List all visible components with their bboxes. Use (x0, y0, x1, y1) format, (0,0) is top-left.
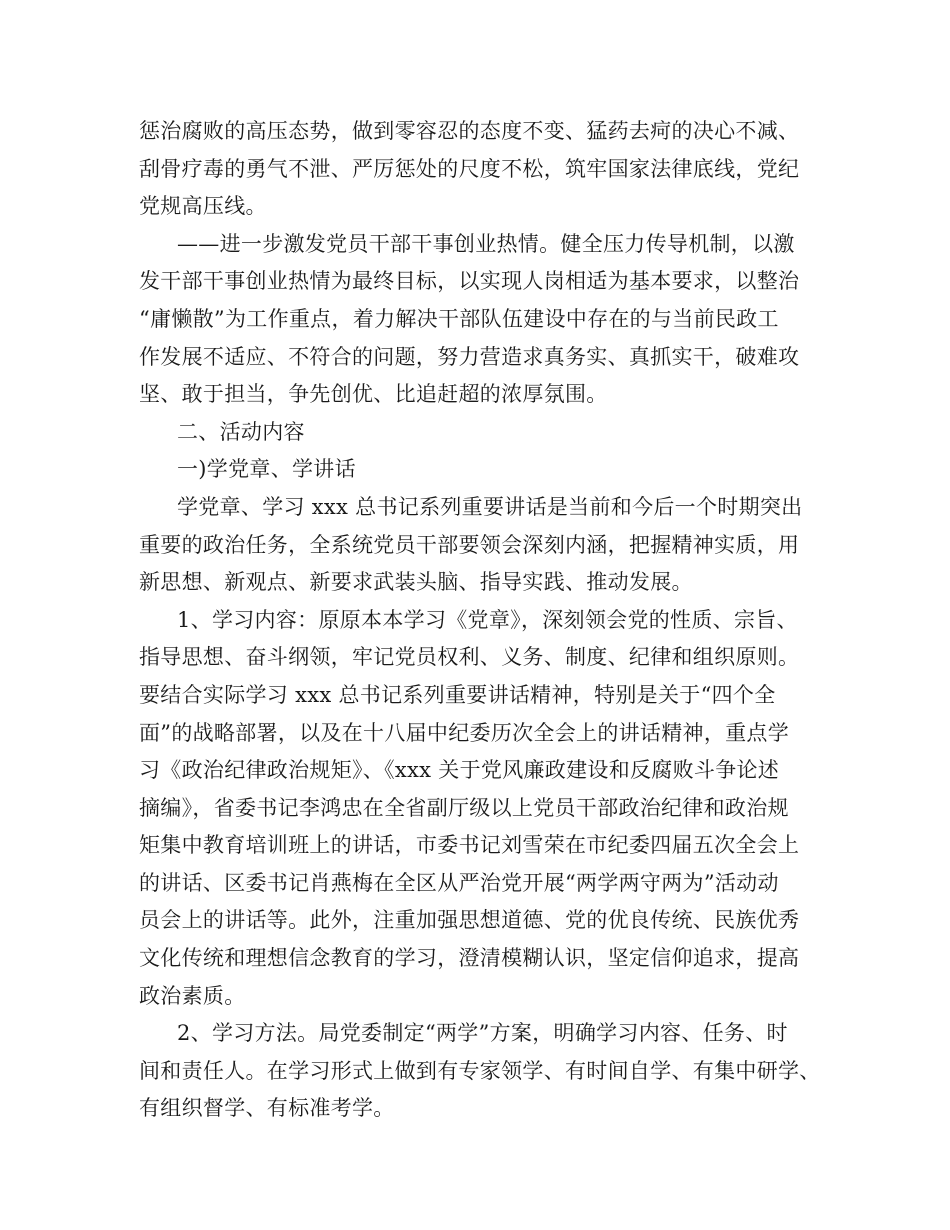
text-line: 习《政治纪律政治规矩》、《xxx 关于党风廉政建设和反腐败斗争论述 (139, 758, 780, 783)
text-line: “庸懒散”为工作重点，着力解决干部队伍建设中存在的与当前民政工 (139, 306, 779, 331)
text-line: 党规高压线。 (139, 194, 267, 219)
text-line: 指导思想、奋斗纲领，牢记党员权利、义务、制度、纪律和组织原则。 (139, 645, 800, 670)
text-line: 1、学习内容：原原本本学习《党章》，深刻领会党的性质、宗旨、 (177, 607, 798, 632)
text-line: 刮骨疗毒的勇气不泄、严厉惩处的尺度不松，筑牢国家法律底线，党纪 (139, 156, 800, 181)
text-line: 作发展不适应、不符合的问题，努力营造求真务实、真抓实干，破难攻 (139, 344, 800, 369)
text-line: 间和责任人。在学习形式上做到有专家领学、有时间自学、有集中研学、 (139, 1058, 821, 1083)
text-line: 2、学习方法。局党委制定“两学”方案，明确学习内容、任务、时 (177, 1021, 788, 1046)
subsection-heading: 一)学党章、学讲话 (177, 457, 356, 482)
text-line: 面”的战略部署，以及在十八届中纪委历次全会上的讲话精神，重点学 (139, 720, 790, 745)
text-line: 政治素质。 (139, 983, 246, 1008)
text-line: 有组织督学、有标准考学。 (139, 1096, 395, 1121)
text-line: 惩治腐败的高压态势，做到零容忍的态度不变、猛药去疴的决心不减、 (139, 119, 800, 143)
text-line: 新思想、新观点、新要求武装头脑、指导实践、推动发展。 (139, 570, 693, 595)
text-line: 重要的政治任务，全系统党员干部要领会深刻内涵，把握精神实质，用 (139, 532, 800, 557)
text-line: ——进一步激发党员干部干事创业热情。健全压力传导机制，以激 (177, 231, 795, 256)
document-body (139, 113, 819, 1128)
text-line: 矩集中教育培训班上的讲话，市委书记刘雪荣在市纪委四届五次全会上 (139, 833, 800, 858)
text-line: 摘编》，省委书记李鸿忠在全省副厅级以上党员干部政治纪律和政治规 (139, 795, 789, 820)
text-line: 要结合实际学习 xxx 总书记系列重要讲话精神，特别是关于“四个全 (139, 682, 776, 707)
text-line: 的讲话、区委书记肖燕梅在全区从严治党开展“两学两守两为”活动动 (139, 870, 779, 895)
text-line: 坚、敢于担当，争先创优、比追赶超的浓厚氛围。 (139, 382, 608, 407)
text-line: 员会上的讲话等。此外，注重加强思想道德、党的优良传统、民族优秀 (139, 908, 800, 933)
text-line: 学党章、学习 xxx 总书记系列重要讲话是当前和今后一个时期突出 (177, 494, 803, 519)
section-heading: 二、活动内容 (177, 419, 305, 444)
text-line: 发干部干事创业热情为最终目标，以实现人岗相适为基本要求，以整治 (139, 269, 800, 294)
text-line: 文化传统和理想信念教育的学习，澄清模糊认识，坚定信仰追求，提高 (139, 946, 800, 971)
